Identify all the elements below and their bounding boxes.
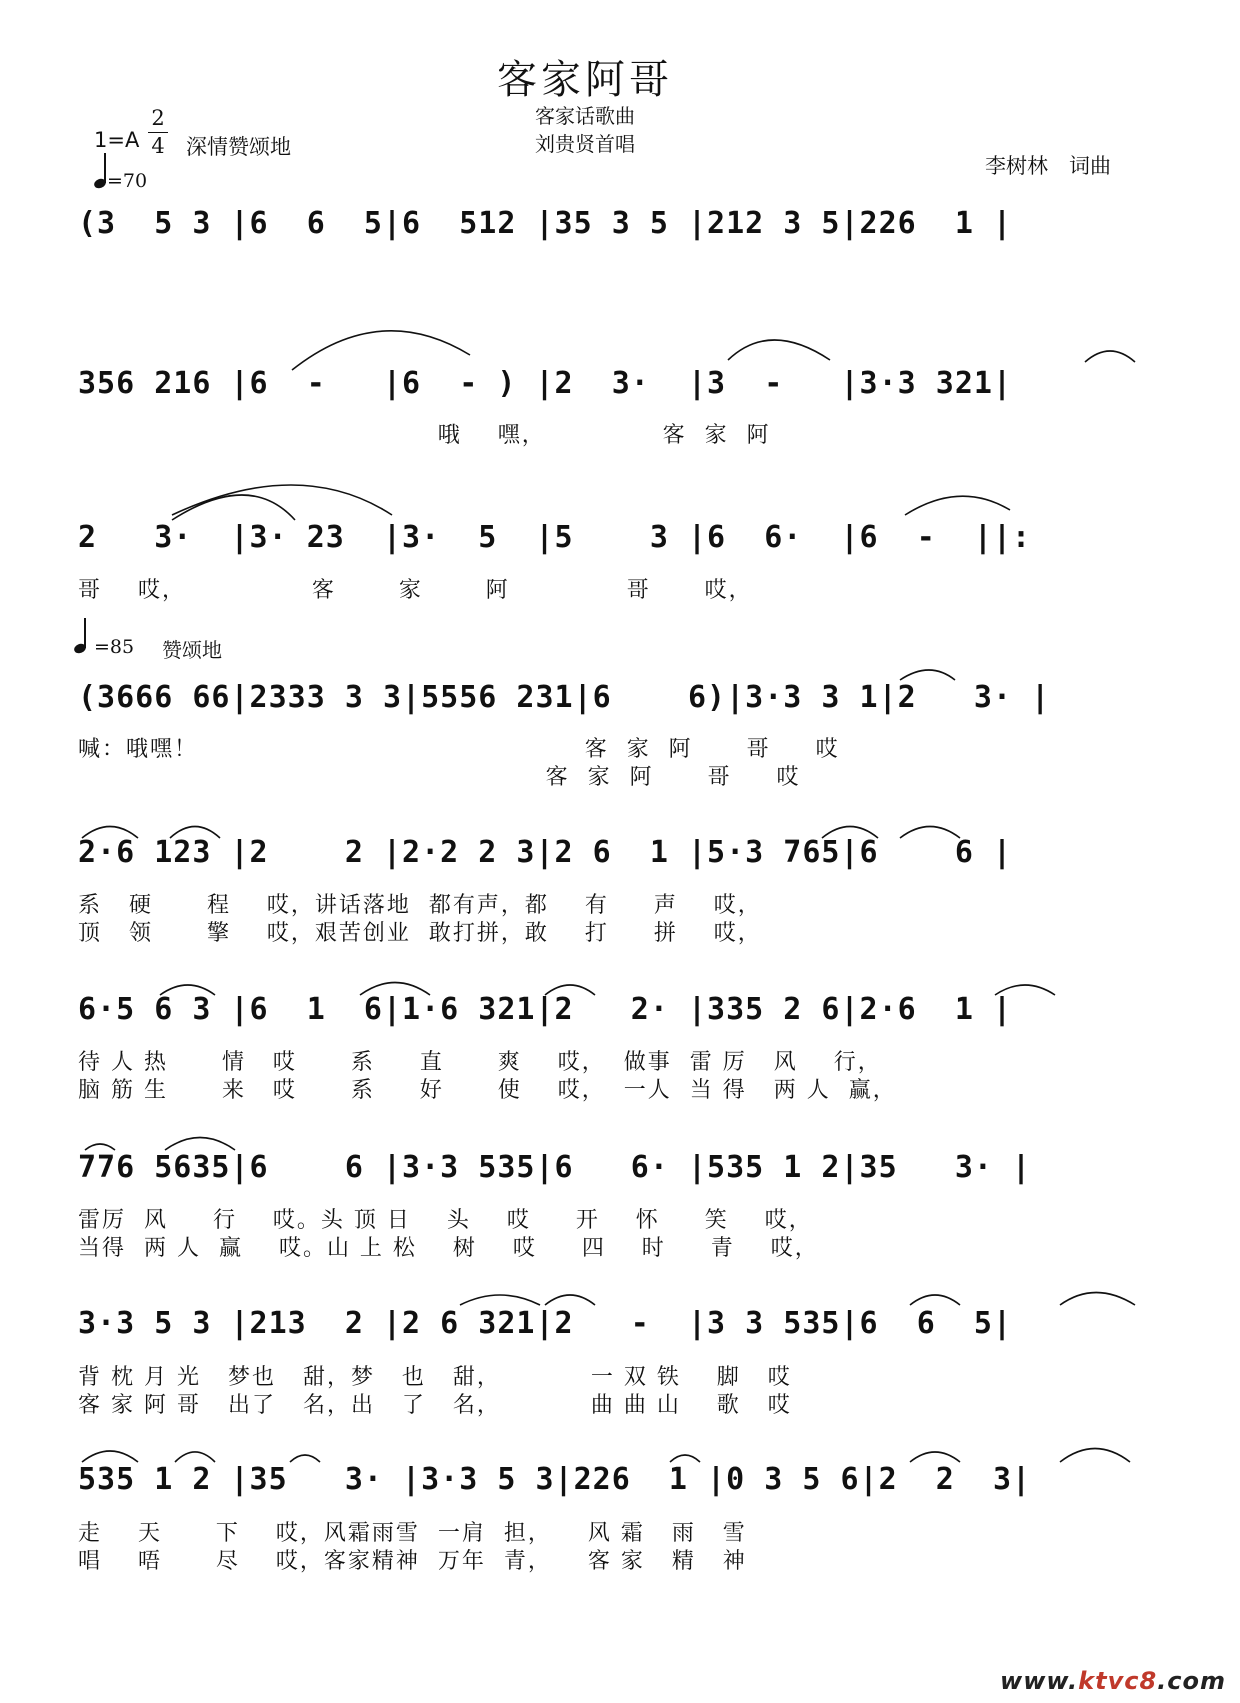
lyric-line-8a: 背 枕 月 光 梦也 甜，梦 也 甜， 一 双 铁 脚 哎 [78, 1365, 792, 1390]
lyric-line-9b: 唱 唔 尽 哎，客家精神 万年 青， 客 家 精 神 [78, 1549, 747, 1574]
lyric-line-3: 哥 哎， 客 家 阿 哥 哎， [78, 578, 753, 603]
song-title: 客家阿哥 [497, 57, 673, 103]
slur [290, 1455, 320, 1462]
lyric-line-7b: 当得 两 人 赢 哎。山 上 松 树 哎 四 时 青 哎， [78, 1236, 819, 1261]
lyric-line-5a: 系 硬 程 哎，讲话落地 都有声，都 有 声 哎， [78, 893, 762, 918]
credits: 李树林 词曲 [985, 154, 1111, 178]
time-top: 2 [151, 106, 165, 130]
song-genre: 客家话歌曲 [535, 104, 635, 128]
slur [1060, 1293, 1135, 1306]
lyric-line-4b: 客 家 阿 哥 哎 [78, 765, 801, 790]
slur [910, 1295, 960, 1305]
score-line-7: 776 5635|6 6 |3·3 535|6 6· |535 1 2|35 3· | [78, 1150, 1032, 1185]
expression-mark-2: 赞颂地 [162, 638, 222, 662]
watermark-suffix: .com [1157, 1667, 1226, 1695]
lyric-line-6a: 待 人 热 情 哎 系 直 爽 哎， 做事 雷 厉 风 行， [78, 1050, 882, 1075]
time-bottom: 4 [151, 134, 165, 158]
slur [905, 496, 1010, 515]
tempo-marking-2: =85 [94, 636, 135, 658]
slur [175, 1452, 215, 1462]
expression-mark: 深情赞颂地 [186, 135, 291, 159]
lyric-line-2: 哦 嘿， 客 家 阿 [78, 423, 771, 448]
slur [82, 827, 138, 839]
lyric-line-5b: 顶 领 擎 哎，艰苦创业 敢打拼，敢 打 拼 哎， [78, 921, 762, 946]
slur [160, 985, 215, 995]
lyric-line-9a: 走 天 下 哎，风霜雨雪 一肩 担， 风 霜 雨 雪 [78, 1521, 747, 1546]
slur [165, 1138, 235, 1151]
score-line-4: (3666 66|2333 3 3|5556 231|6 6)|3·3 3 1|2 3· | [78, 680, 1051, 715]
lyric-line-8b: 客 家 阿 哥 出了 名，出 了 名， 曲 曲 山 歌 哎 [78, 1393, 792, 1418]
slur [85, 1144, 115, 1150]
slur [728, 340, 830, 360]
slur [670, 1455, 700, 1462]
score-line-3: 2 3· |3· 23 |3· 5 |5 3 |6 6· |6 - ||: [78, 520, 1032, 555]
score-line-8: 3·3 5 3 |213 2 |2 6 321|2 - |3 3 535|6 6 5| [78, 1306, 1013, 1341]
lyric-line-6b: 脑 筋 生 来 哎 系 好 使 哎， 一人 当 得 两 人 赢， [78, 1078, 897, 1103]
slur [545, 985, 595, 995]
tempo-marking: =70 [107, 170, 148, 192]
slur [360, 983, 430, 996]
score-line-1: (3 5 3 |6 6 5|6 512 |35 3 5 |212 3 5|226 1 | [78, 206, 1013, 241]
slur [910, 1452, 960, 1462]
watermark-prefix: www. [1000, 1667, 1079, 1695]
watermark-brand: ktvc8 [1078, 1667, 1158, 1695]
slur [545, 1295, 595, 1305]
slur [460, 1295, 540, 1305]
slur [822, 827, 878, 839]
slur [172, 485, 392, 515]
slur [292, 331, 470, 370]
song-singer: 刘贵贤首唱 [535, 132, 635, 156]
slur [1085, 351, 1135, 362]
slur [995, 985, 1055, 995]
slur [900, 827, 960, 839]
score-line-5: 2·6 123 |2 2 |2·2 2 3|2 6 1 |5·3 765|6 6 | [78, 835, 1013, 870]
watermark [1000, 1667, 1226, 1695]
lyric-line-4a: 喊：哦嘿！ 客 家 阿 哥 哎 [78, 737, 840, 762]
score-line-2: 356 216 |6 - |6 - ) |2 3· |3 - |3·3 321| [78, 366, 1013, 401]
slur [170, 827, 220, 839]
score-line-6: 6·5 6 3 |6 1 6|1·6 321|2 2· |335 2 6|2·6 1 | [78, 992, 1013, 1027]
slur [900, 670, 955, 680]
key-signature: 1=A [94, 128, 140, 152]
lyric-line-7a: 雷厉 风 行 哎。头 顶 日 头 哎 开 怀 笑 哎， [78, 1208, 813, 1233]
slur [82, 1451, 138, 1462]
score-line-9: 535 1 2 |35 3· |3·3 5 3|226 1 |0 3 5 6|2 2 3| [78, 1462, 1032, 1497]
slur [1060, 1449, 1130, 1463]
